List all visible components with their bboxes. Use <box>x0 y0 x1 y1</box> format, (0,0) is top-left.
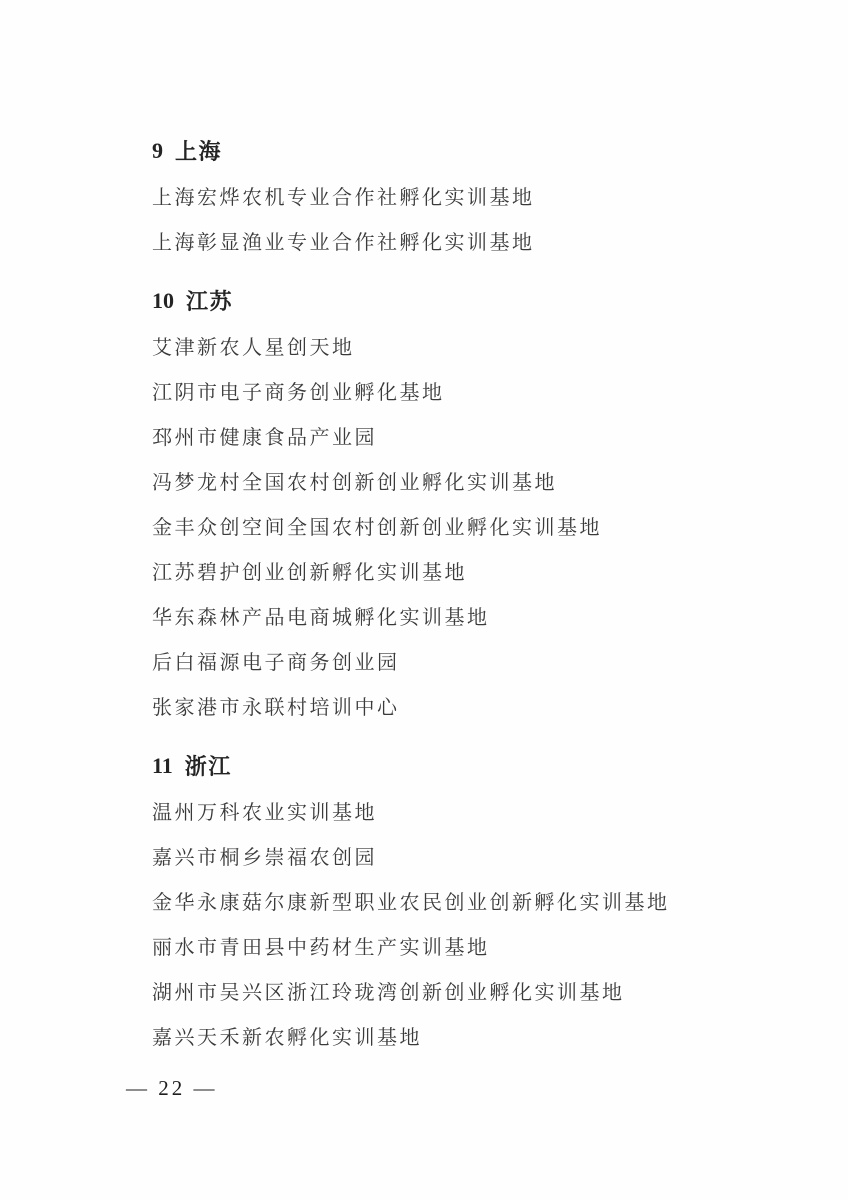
section-province: 上海 <box>175 139 223 164</box>
list-item: 张家港市永联村培训中心 <box>152 697 400 719</box>
list-item: 嘉兴天禾新农孵化实训基地 <box>152 1027 422 1049</box>
list-item: 冯梦龙村全国农村创新创业孵化实训基地 <box>152 472 557 494</box>
list-item: 上海宏烨农机专业合作社孵化实训基地 <box>152 187 535 209</box>
section-number: 9 <box>152 137 163 163</box>
page-number: — 22 — <box>126 1075 218 1100</box>
section-number: 11 <box>152 752 173 778</box>
list-item: 上海彰显渔业专业合作社孵化实训基地 <box>152 232 535 254</box>
list-item: 艾津新农人星创天地 <box>152 337 355 359</box>
list-item: 江苏碧护创业创新孵化实训基地 <box>152 562 467 584</box>
list-item: 金华永康菇尔康新型职业农民创业创新孵化实训基地 <box>152 892 670 914</box>
list-item: 华东森林产品电商城孵化实训基地 <box>152 607 490 629</box>
section-heading <box>152 128 812 173</box>
section-zhejiang <box>152 743 812 1058</box>
list-item: 后白福源电子商务创业园 <box>152 652 400 674</box>
section-province: 江苏 <box>186 289 234 314</box>
list-item: 江阴市电子商务创业孵化基地 <box>152 382 445 404</box>
section-province: 浙江 <box>184 754 232 779</box>
section-shanghai <box>152 128 812 263</box>
section-heading <box>152 278 812 323</box>
section-jiangsu <box>152 278 812 728</box>
section-number: 10 <box>152 287 174 313</box>
list-item: 丽水市青田县中药材生产实训基地 <box>152 937 490 959</box>
list-item: 嘉兴市桐乡崇福农创园 <box>152 847 377 869</box>
list-item: 湖州市吴兴区浙江玲珑湾创新创业孵化实训基地 <box>152 982 625 1004</box>
list-item: 金丰众创空间全国农村创新创业孵化实训基地 <box>152 517 602 539</box>
section-heading <box>152 743 812 788</box>
document-content <box>152 128 812 1058</box>
list-item: 邳州市健康食品产业园 <box>152 427 377 449</box>
list-item: 温州万科农业实训基地 <box>152 802 377 824</box>
